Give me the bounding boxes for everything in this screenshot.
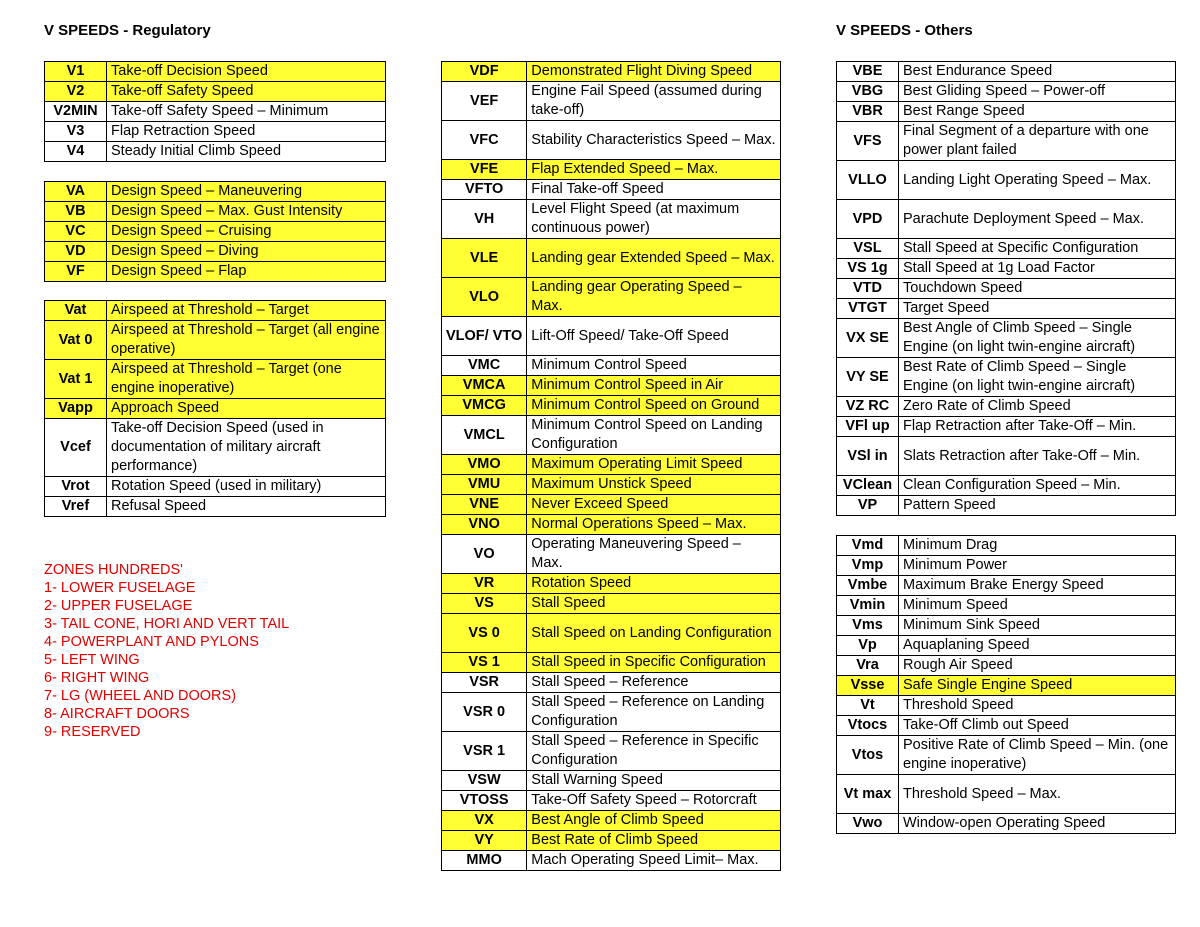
speed-description: Design Speed – Diving bbox=[107, 242, 386, 262]
speed-symbol: VLO bbox=[442, 278, 527, 317]
speed-description: Safe Single Engine Speed bbox=[899, 676, 1176, 696]
speed-description: Final Segment of a departure with one power plant failed bbox=[899, 122, 1176, 161]
speed-symbol: Vmp bbox=[837, 556, 899, 576]
speed-row bbox=[837, 319, 1176, 358]
speed-symbol: VS 1g bbox=[837, 259, 899, 279]
speed-symbol: VNO bbox=[442, 515, 527, 535]
speed-description: Airspeed at Threshold – Target bbox=[107, 301, 386, 321]
speed-symbol: VC bbox=[45, 222, 107, 242]
speed-description: Approach Speed bbox=[107, 399, 386, 419]
speed-row bbox=[442, 594, 781, 614]
speed-symbol: VFE bbox=[442, 160, 527, 180]
speed-row bbox=[442, 535, 781, 574]
title-others: V SPEEDS - Others bbox=[836, 22, 973, 39]
speed-row bbox=[442, 62, 781, 82]
speed-row bbox=[442, 811, 781, 831]
speed-description: Clean Configuration Speed – Min. bbox=[899, 476, 1176, 496]
speed-row bbox=[442, 376, 781, 396]
speed-row bbox=[837, 102, 1176, 122]
speed-row bbox=[45, 62, 386, 82]
speed-description: Positive Rate of Climb Speed – Min. (one engine inoperative) bbox=[899, 736, 1176, 775]
speed-description: Rotation Speed bbox=[527, 574, 781, 594]
speed-symbol: Vt bbox=[837, 696, 899, 716]
speed-description: Slats Retraction after Take-Off – Min. bbox=[899, 437, 1176, 476]
zones-title: ZONES HUNDREDS' bbox=[44, 562, 183, 578]
speed-description: Minimum Control Speed in Air bbox=[527, 376, 781, 396]
speed-description: Demonstrated Flight Diving Speed bbox=[527, 62, 781, 82]
speed-symbol: Vmin bbox=[837, 596, 899, 616]
speed-description: Minimum Control Speed bbox=[527, 356, 781, 376]
speed-description: Maximum Brake Energy Speed bbox=[899, 576, 1176, 596]
speed-row bbox=[837, 417, 1176, 437]
speed-description: Stall Speed at 1g Load Factor bbox=[899, 259, 1176, 279]
speed-description: Design Speed – Cruising bbox=[107, 222, 386, 242]
speed-description: Design Speed – Flap bbox=[107, 262, 386, 282]
speed-description: Best Rate of Climb Speed – Single Engine (on light twin-engine aircraft) bbox=[899, 358, 1176, 397]
speed-row bbox=[837, 676, 1176, 696]
speed-row bbox=[837, 437, 1176, 476]
speed-row bbox=[442, 200, 781, 239]
speed-row bbox=[837, 736, 1176, 775]
speed-description: Take-off Decision Speed (used in documentation of military aircraft performance) bbox=[107, 419, 386, 477]
speed-row bbox=[837, 596, 1176, 616]
speed-row bbox=[837, 200, 1176, 239]
speed-row bbox=[45, 82, 386, 102]
zone-item: 2- UPPER FUSELAGE bbox=[44, 598, 193, 614]
speed-description: Threshold Speed – Max. bbox=[899, 775, 1176, 814]
speed-symbol: Vat 0 bbox=[45, 321, 107, 360]
speed-row bbox=[837, 122, 1176, 161]
speed-description: Minimum Control Speed on Landing Configuration bbox=[527, 416, 781, 455]
speed-description: Normal Operations Speed – Max. bbox=[527, 515, 781, 535]
speed-description: Stall Speed in Specific Configuration bbox=[527, 653, 781, 673]
speed-row bbox=[837, 259, 1176, 279]
speed-description: Aquaplaning Speed bbox=[899, 636, 1176, 656]
speed-description: Design Speed – Max. Gust Intensity bbox=[107, 202, 386, 222]
speed-description: Best Endurance Speed bbox=[899, 62, 1176, 82]
speed-description: Minimum Sink Speed bbox=[899, 616, 1176, 636]
speed-row bbox=[837, 397, 1176, 417]
table-regulatory-speeds bbox=[441, 61, 781, 871]
speed-description: Touchdown Speed bbox=[899, 279, 1176, 299]
table-design-speeds bbox=[44, 181, 386, 282]
speed-description: Minimum Power bbox=[899, 556, 1176, 576]
speed-description: Never Exceed Speed bbox=[527, 495, 781, 515]
speed-description: Minimum Speed bbox=[899, 596, 1176, 616]
speed-row bbox=[45, 399, 386, 419]
speed-description: Stall Warning Speed bbox=[527, 771, 781, 791]
speed-symbol: VF bbox=[45, 262, 107, 282]
speed-row bbox=[837, 636, 1176, 656]
speed-symbol: V2MIN bbox=[45, 102, 107, 122]
speed-symbol: VMCG bbox=[442, 396, 527, 416]
speed-description: Engine Fail Speed (assumed during take-off) bbox=[527, 82, 781, 121]
speed-row bbox=[442, 693, 781, 732]
speed-description: Stability Characteristics Speed – Max. bbox=[527, 121, 781, 160]
speed-symbol: VP bbox=[837, 496, 899, 516]
speed-symbol: Vwo bbox=[837, 814, 899, 834]
zone-item: 9- RESERVED bbox=[44, 724, 141, 740]
speed-symbol: VNE bbox=[442, 495, 527, 515]
speed-description: Take-off Safety Speed – Minimum bbox=[107, 102, 386, 122]
speed-row bbox=[837, 358, 1176, 397]
speed-symbol: VSR 0 bbox=[442, 693, 527, 732]
speed-symbol: VBR bbox=[837, 102, 899, 122]
speed-symbol: VX bbox=[442, 811, 527, 831]
speed-row bbox=[45, 242, 386, 262]
speed-symbol: VSR 1 bbox=[442, 732, 527, 771]
speed-symbol: VH bbox=[442, 200, 527, 239]
speed-symbol: VFC bbox=[442, 121, 527, 160]
speed-row bbox=[837, 775, 1176, 814]
speed-row bbox=[837, 556, 1176, 576]
zone-item: 3- TAIL CONE, HORI AND VERT TAIL bbox=[44, 616, 290, 632]
speed-description: Mach Operating Speed Limit– Max. bbox=[527, 851, 781, 871]
table-misc-speeds bbox=[836, 535, 1176, 834]
table-threshold-speeds bbox=[44, 300, 386, 517]
speed-description: Rough Air Speed bbox=[899, 656, 1176, 676]
speed-row bbox=[442, 732, 781, 771]
speed-symbol: VY SE bbox=[837, 358, 899, 397]
speed-row bbox=[837, 536, 1176, 556]
speed-symbol: VD bbox=[45, 242, 107, 262]
table-other-speeds bbox=[836, 61, 1176, 516]
speed-row bbox=[837, 696, 1176, 716]
speed-row bbox=[45, 122, 386, 142]
speed-row bbox=[837, 496, 1176, 516]
speed-symbol: Vat bbox=[45, 301, 107, 321]
speed-row bbox=[442, 831, 781, 851]
speed-description: Take-off Decision Speed bbox=[107, 62, 386, 82]
speed-symbol: VO bbox=[442, 535, 527, 574]
speed-symbol: VFTO bbox=[442, 180, 527, 200]
speed-symbol: VSl in bbox=[837, 437, 899, 476]
speed-symbol: Vmbe bbox=[837, 576, 899, 596]
speed-description: Minimum Control Speed on Ground bbox=[527, 396, 781, 416]
speed-row bbox=[45, 222, 386, 242]
speed-symbol: Vra bbox=[837, 656, 899, 676]
speed-symbol: VMC bbox=[442, 356, 527, 376]
speed-row bbox=[45, 301, 386, 321]
speed-symbol: V3 bbox=[45, 122, 107, 142]
speed-symbol: VTOSS bbox=[442, 791, 527, 811]
speed-row bbox=[442, 574, 781, 594]
speed-row bbox=[442, 121, 781, 160]
speed-symbol: VR bbox=[442, 574, 527, 594]
speed-row bbox=[442, 239, 781, 278]
speed-row bbox=[837, 62, 1176, 82]
speed-row bbox=[837, 239, 1176, 259]
zone-item: 5- LEFT WING bbox=[44, 652, 140, 668]
speed-row bbox=[45, 321, 386, 360]
speed-symbol: Vref bbox=[45, 497, 107, 517]
speed-row bbox=[442, 673, 781, 693]
speed-row bbox=[442, 653, 781, 673]
speed-description: Level Flight Speed (at maximum continuous power) bbox=[527, 200, 781, 239]
speed-description: Stall Speed on Landing Configuration bbox=[527, 614, 781, 653]
speed-symbol: MMO bbox=[442, 851, 527, 871]
speed-symbol: VLE bbox=[442, 239, 527, 278]
speed-symbol: Vat 1 bbox=[45, 360, 107, 399]
speed-description: Steady Initial Climb Speed bbox=[107, 142, 386, 162]
speed-row bbox=[442, 771, 781, 791]
table-takeoff-speeds bbox=[44, 61, 386, 162]
speed-symbol: VSL bbox=[837, 239, 899, 259]
speed-symbol: VZ RC bbox=[837, 397, 899, 417]
speed-description: Take-Off Climb out Speed bbox=[899, 716, 1176, 736]
speed-description: Maximum Unstick Speed bbox=[527, 475, 781, 495]
speed-description: Stall Speed bbox=[527, 594, 781, 614]
speed-row bbox=[45, 497, 386, 517]
speed-description: Stall Speed – Reference bbox=[527, 673, 781, 693]
speed-symbol: VFl up bbox=[837, 417, 899, 437]
speed-symbol: Vsse bbox=[837, 676, 899, 696]
speed-row bbox=[442, 416, 781, 455]
speed-symbol: VS 0 bbox=[442, 614, 527, 653]
speed-symbol: VMO bbox=[442, 455, 527, 475]
speed-description: Window-open Operating Speed bbox=[899, 814, 1176, 834]
speed-row bbox=[837, 82, 1176, 102]
speed-symbol: V4 bbox=[45, 142, 107, 162]
speed-row bbox=[442, 791, 781, 811]
speed-symbol: VMCL bbox=[442, 416, 527, 455]
speed-row bbox=[442, 160, 781, 180]
speed-symbol: Vt max bbox=[837, 775, 899, 814]
speed-row bbox=[442, 278, 781, 317]
speed-row bbox=[837, 161, 1176, 200]
speed-row bbox=[837, 656, 1176, 676]
speed-row bbox=[837, 814, 1176, 834]
speed-symbol: VFS bbox=[837, 122, 899, 161]
speed-description: Operating Maneuvering Speed – Max. bbox=[527, 535, 781, 574]
speed-row bbox=[45, 202, 386, 222]
speed-symbol: Vrot bbox=[45, 477, 107, 497]
speed-symbol: Vmd bbox=[837, 536, 899, 556]
speed-description: Parachute Deployment Speed – Max. bbox=[899, 200, 1176, 239]
speed-description: Flap Retraction Speed bbox=[107, 122, 386, 142]
zone-item: 1- LOWER FUSELAGE bbox=[44, 580, 196, 596]
speed-row bbox=[442, 475, 781, 495]
speed-symbol: Vms bbox=[837, 616, 899, 636]
speed-description: Landing gear Extended Speed – Max. bbox=[527, 239, 781, 278]
speed-symbol: VX SE bbox=[837, 319, 899, 358]
speed-row bbox=[837, 476, 1176, 496]
speed-symbol: VA bbox=[45, 182, 107, 202]
speed-row bbox=[837, 576, 1176, 596]
title-regulatory: V SPEEDS - Regulatory bbox=[44, 22, 211, 39]
speed-row bbox=[45, 477, 386, 497]
speed-row bbox=[837, 716, 1176, 736]
speed-row bbox=[442, 455, 781, 475]
speed-description: Minimum Drag bbox=[899, 536, 1176, 556]
speed-row bbox=[442, 495, 781, 515]
speed-symbol: VSR bbox=[442, 673, 527, 693]
speed-symbol: VS 1 bbox=[442, 653, 527, 673]
speed-description: Flap Retraction after Take-Off – Min. bbox=[899, 417, 1176, 437]
speed-symbol: VPD bbox=[837, 200, 899, 239]
speed-row bbox=[442, 851, 781, 871]
speed-row bbox=[45, 182, 386, 202]
speed-description: Flap Extended Speed – Max. bbox=[527, 160, 781, 180]
speed-symbol: VB bbox=[45, 202, 107, 222]
speed-description: Best Range Speed bbox=[899, 102, 1176, 122]
speed-symbol: V2 bbox=[45, 82, 107, 102]
speed-symbol: VClean bbox=[837, 476, 899, 496]
speed-description: Landing Light Operating Speed – Max. bbox=[899, 161, 1176, 200]
speed-description: Landing gear Operating Speed – Max. bbox=[527, 278, 781, 317]
speed-description: Zero Rate of Climb Speed bbox=[899, 397, 1176, 417]
speed-symbol: VLLO bbox=[837, 161, 899, 200]
speed-description: Target Speed bbox=[899, 299, 1176, 319]
speed-description: Best Angle of Climb Speed bbox=[527, 811, 781, 831]
speed-symbol: VTD bbox=[837, 279, 899, 299]
speed-row bbox=[45, 142, 386, 162]
speed-description: Rotation Speed (used in military) bbox=[107, 477, 386, 497]
speed-description: Take-off Safety Speed bbox=[107, 82, 386, 102]
zone-item: 4- POWERPLANT AND PYLONS bbox=[44, 634, 259, 650]
zones-list bbox=[44, 561, 289, 741]
speed-symbol: VS bbox=[442, 594, 527, 614]
speed-description: Design Speed – Maneuvering bbox=[107, 182, 386, 202]
speed-row bbox=[442, 317, 781, 356]
speed-description: Airspeed at Threshold – Target (all engine operative) bbox=[107, 321, 386, 360]
speed-symbol: VMCA bbox=[442, 376, 527, 396]
speed-description: Best Gliding Speed – Power-off bbox=[899, 82, 1176, 102]
zone-item: 8- AIRCRAFT DOORS bbox=[44, 706, 190, 722]
speed-symbol: VBE bbox=[837, 62, 899, 82]
speed-symbol: VLOF/ VTO bbox=[442, 317, 527, 356]
speed-symbol: VBG bbox=[837, 82, 899, 102]
zone-item: 7- LG (WHEEL AND DOORS) bbox=[44, 688, 237, 704]
speed-description: Best Rate of Climb Speed bbox=[527, 831, 781, 851]
speed-symbol: Vcef bbox=[45, 419, 107, 477]
speed-row bbox=[442, 614, 781, 653]
speed-description: Stall Speed – Reference in Specific Configuration bbox=[527, 732, 781, 771]
speed-symbol: Vapp bbox=[45, 399, 107, 419]
speed-symbol: VDF bbox=[442, 62, 527, 82]
speed-symbol: VY bbox=[442, 831, 527, 851]
speed-description: Airspeed at Threshold – Target (one engine inoperative) bbox=[107, 360, 386, 399]
speed-symbol: V1 bbox=[45, 62, 107, 82]
speed-symbol: VSW bbox=[442, 771, 527, 791]
speed-description: Final Take-off Speed bbox=[527, 180, 781, 200]
speed-symbol: VEF bbox=[442, 82, 527, 121]
speed-description: Threshold Speed bbox=[899, 696, 1176, 716]
speed-description: Pattern Speed bbox=[899, 496, 1176, 516]
speed-row bbox=[442, 82, 781, 121]
speed-row bbox=[45, 262, 386, 282]
speed-row bbox=[442, 356, 781, 376]
speed-symbol: Vp bbox=[837, 636, 899, 656]
speed-symbol: VTGT bbox=[837, 299, 899, 319]
speed-symbol: Vtocs bbox=[837, 716, 899, 736]
speed-row bbox=[442, 396, 781, 416]
speed-description: Stall Speed – Reference on Landing Configuration bbox=[527, 693, 781, 732]
speed-row bbox=[45, 419, 386, 477]
speed-symbol: VMU bbox=[442, 475, 527, 495]
speed-description: Maximum Operating Limit Speed bbox=[527, 455, 781, 475]
speed-description: Lift-Off Speed/ Take-Off Speed bbox=[527, 317, 781, 356]
speed-description: Refusal Speed bbox=[107, 497, 386, 517]
speed-description: Take-Off Safety Speed – Rotorcraft bbox=[527, 791, 781, 811]
speed-row bbox=[442, 180, 781, 200]
speed-symbol: Vtos bbox=[837, 736, 899, 775]
speed-row bbox=[45, 102, 386, 122]
speed-row bbox=[837, 279, 1176, 299]
speed-row bbox=[45, 360, 386, 399]
speed-description: Best Angle of Climb Speed – Single Engine (on light twin-engine aircraft) bbox=[899, 319, 1176, 358]
speed-row bbox=[837, 299, 1176, 319]
zone-item: 6- RIGHT WING bbox=[44, 670, 150, 686]
speed-description: Stall Speed at Specific Configuration bbox=[899, 239, 1176, 259]
speed-row bbox=[442, 515, 781, 535]
speed-row bbox=[837, 616, 1176, 636]
